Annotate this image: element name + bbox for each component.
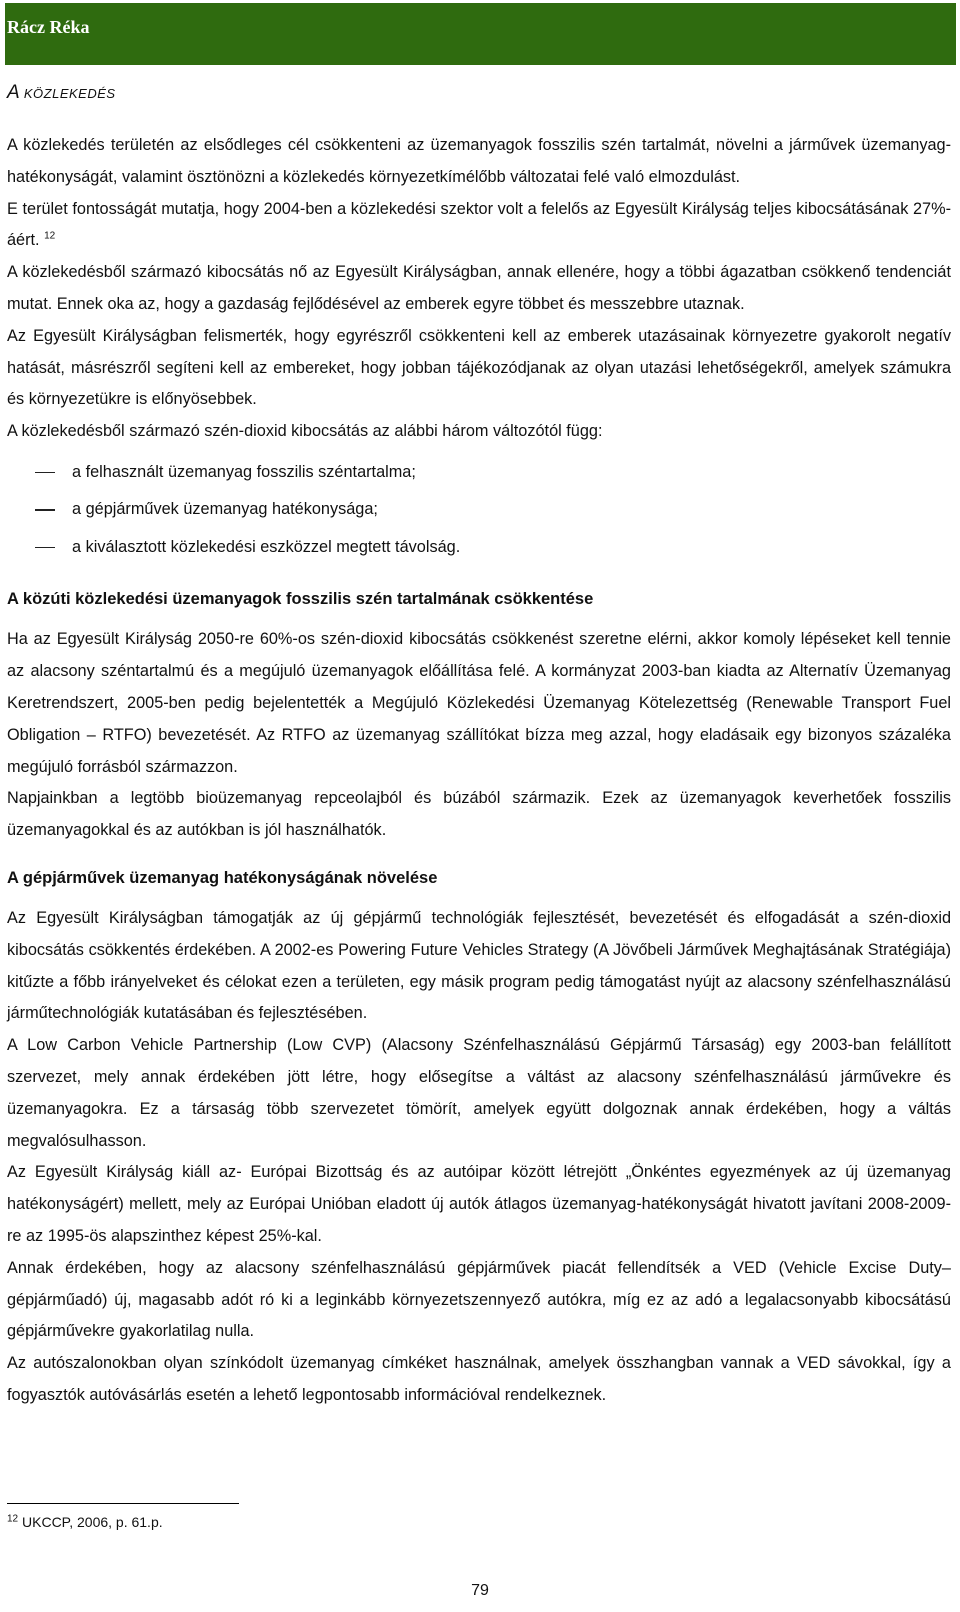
intro-paragraph: E terület fontosságát mutatja, hogy 2004-ben a közlekedési szektor volt a felelős az Egyesült Királyság teljes kibocsátásának 27%-áért. [7,199,951,250]
page-header-bar [5,3,956,65]
body-paragraph: Az Egyesült Királyság kiáll az- Európai Bizottság és az autóipar között létrejött „Önkéntes egyezmények az új üzemanyag hatékonyságért) mellett, mely az Európai Unióban eladott új autók átlagos üzemanyag-hatékonyságát hivatott javítani 2008-2009-re az 1995-ös alapszinthez képest 25%-kal. [7,1163,951,1246]
list-item [7,491,951,529]
body-paragraph: Az autószalonokban olyan színkódolt üzemanyag címkéket használnak, amelyek összhangban vannak a VED sávokkal, így a fogyasztók autóvásárlás esetén a lehető legpontosabb információval rendelkeznek. [7,1354,951,1404]
dash-bullet-icon [35,509,55,511]
page-number: 79 [471,1582,489,1599]
section-label-rest: KÖZLEKEDÉS [23,86,116,101]
body-paragraph: Az Egyesült Királyságban felismerték, hogy egyrészről csökkenteni kell az emberek utazásainak környezetre gyakorolt negatív hatását, másrészről segíteni kell az embereket, hogy jobban tájékozódjanak az olyan utazási lehetőségekről, amelyek számukra és környezetükre is előnyösebbek. [7,326,951,409]
body-paragraph: A közlekedésből származó szén-dioxid kibocsátás az alábbi három változótól függ: [7,422,603,441]
body-paragraph: Annak érdekében, hogy az alacsony szénfelhasználású gépjárművek piacát fellendítsék a VED (Vehicle Excise Duty–gépjárműadó) új, magasabb adót ró ki a leginkább környezetszennyező autókra, míg ez az adó a legalacsonyabb kibocsátású gépjárművekre gyakorlatilag nulla. [7,1258,951,1341]
body-paragraph: Napjainkban a legtöbb bioüzemanyag repceolajból és búzából származik. Ezek az üzemanyagok keverhetőek fosszilis üzemanyagokkal és az autókban is jól használhatók. [7,789,951,840]
document-body [7,130,951,1412]
dash-bullet-icon [35,547,55,549]
list-item-text: a kiválasztott közlekedési eszközzel megtett távolság. [72,537,461,556]
footnote-text: UKCCP, 2006, p. 61.p. [22,1514,163,1530]
list-item [7,529,951,567]
list-item-text: a gépjárművek üzemanyag hatékonysága; [72,500,378,519]
body-paragraph: Az Egyesült Királyságban támogatják az új gépjármű technológiák fejlesztését, bevezetését és elfogadását a szén-dioxid kibocsátás csökkentés érdekében. A 2002-es Powering Future Vehicles Strategy (A Jövőbeli Járművek Meghajtásának Stratégiája) kitűzte a főbb irányelveket és célokat ezen a területen, egy másik program pedig támogatást nyújt az alacsony szénfelhasználású járműtechnológiák kutatásában és fejlesztésében. [7,909,951,1023]
footnote-divider [7,1503,239,1504]
body-paragraph: A közlekedésből származó kibocsátás nő az Egyesült Királyságban, annak ellenére, hogy a többi ágazatban csökkenő tendenciát mutat. Ennek oka az, hogy a gazdaság fejlődésével az emberek egyre többet és messzebbre utaznak. [7,263,951,313]
footnote-ref[interactable]: 12 [44,230,56,242]
factor-list [7,454,951,567]
list-item-text: a felhasznált üzemanyag fosszilis széntartalma; [72,462,416,481]
footnote [7,1514,163,1530]
body-paragraph: A Low Carbon Vehicle Partnership (Low CVP) (Alacsony Szénfelhasználású Gépjármű Társaság) egy 2003-ban felállított szervezet, mely annak érdekében jött létre, hogy elősegítse a váltást az alacsony szénfelhasználású járművekre és üzemanyagokra. Ez a társaság több szervezetet tömörít, amelyek együtt dolgoznak annak érdekében, hogy a váltás megvalósulhasson. [7,1036,951,1150]
dash-bullet-icon [35,472,55,474]
intro-paragraph-with-ref [7,194,951,258]
list-item [7,454,951,492]
section-label [7,82,116,104]
section-heading: A gépjárművek üzemanyag hatékonyságának növelése [7,869,438,888]
section-heading: A közúti közlekedési üzemanyagok fosszilis szén tartalmának csökkentése [7,590,594,609]
intro-paragraph: A közlekedés területén az elsődleges cél csökkenteni az üzemanyagok fosszilis szén tartalmát, növelni a járművek üzemanyag-hatékonyságát, valamint ösztönözni a közlekedés környezetkímélőbb változatai felé való elmozdulást. [7,136,951,186]
section-label-initial: A [7,82,20,103]
footnote-number: 12 [7,1513,19,1525]
header-author-name: Rácz Réka [7,17,90,37]
body-paragraph: Ha az Egyesült Királyság 2050-re 60%-os szén-dioxid kibocsátás csökkenést szeretne elérni, akkor komoly lépéseket kell tennie az alacsony széntartalmú és a megújuló üzemanyagok előállítása felé. A kormányzat 2003-ban kiadta az Alternatív Üzemanyag Keretrendszert, 2005-ben pedig bejelentették a Megújuló Közlekedési Üzemanyag Kötelezettség (Renewable Transport Fuel Obligation – RTFO) bevezetését. Az RTFO az üzemanyag szállítókat bízza meg azzal, hogy eladásaik egy bizonyos százaléka megújuló forrásból származzon. [7,630,951,776]
